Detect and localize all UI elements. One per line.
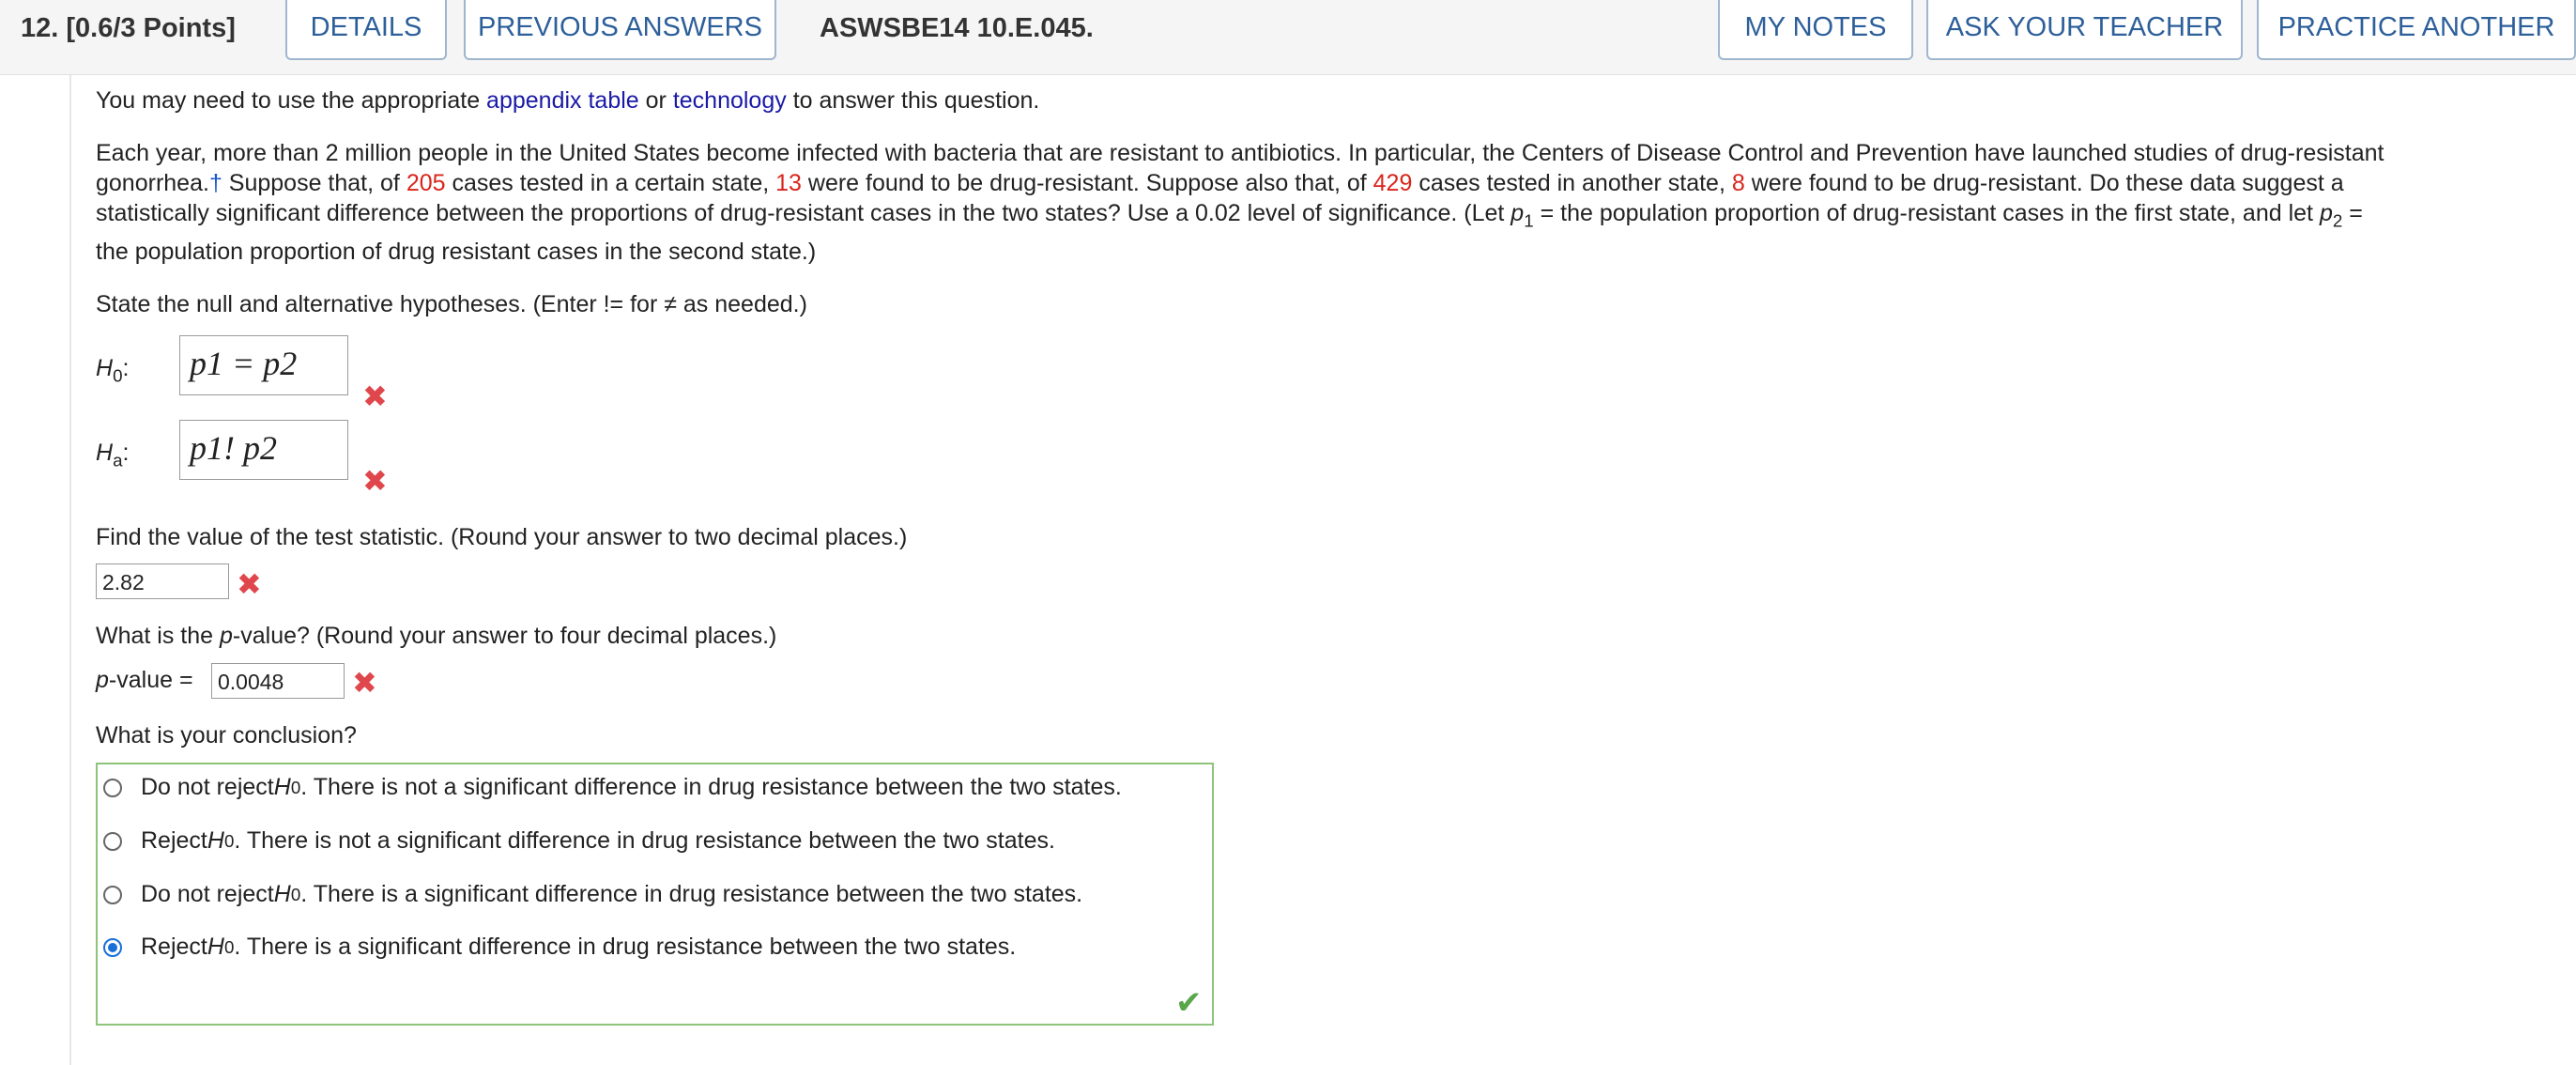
question-header [0,0,2576,75]
correct-check-icon: ✔ [1175,985,1203,1021]
problem-line-3 [96,198,2363,237]
practice-another-button[interactable]: PRACTICE ANOTHER [2257,0,2576,60]
p-value-question [96,621,776,651]
resistant-state1: 13 [775,170,802,196]
option-4-sub: 0 [223,936,235,957]
p-value-input[interactable]: 0.0048 [211,663,345,699]
problem-l2a: gonorrhea. [96,170,209,196]
ask-teacher-button[interactable]: ASK YOUR TEACHER [1926,0,2243,60]
option-4-post: . There is a significant difference in drug resistance between the two states. [234,934,1017,960]
problem-l2e: cases tested in another state, [1412,170,1732,196]
ha-sub: a [113,450,123,471]
problem-l3a: statistically significant difference between the proportions of drug-resistant cases in the two states? Use a 0.02 level of significance. (Let [96,200,1511,226]
resistant-state2: 8 [1731,170,1745,196]
question-number-text: 12. [21,13,59,43]
radio-option-2[interactable] [103,832,122,851]
conclusion-options [96,763,1214,1026]
problem-line-2 [96,168,2344,198]
problem-line-1: Each year, more than 2 million people in the United States become infected with bacteria that are resistant to antibiotics. In particular, the Centers of Disease Control and Prevention have launched studies of drug-resistant [96,140,2384,166]
appendix-table-link[interactable]: appendix table [486,87,639,114]
left-gutter-divider [69,75,71,1065]
option-3-pre: Do not reject [141,881,274,907]
option-1-pre: Do not reject [141,774,274,800]
intro-pre: You may need to use the appropriate [96,87,487,114]
p-value-question-post: -value? (Round your answer to four decimal places.) [232,623,777,649]
ha-colon: : [122,440,130,466]
conclusion-question: What is your conclusion? [96,722,357,749]
previous-answers-button[interactable]: PREVIOUS ANSWERS [464,0,776,60]
h0-h: H [96,355,114,381]
p-value-label-rest: -value = [108,667,193,693]
option-2-sub: 0 [223,830,235,851]
h0-input[interactable]: p1 = p2 [179,335,348,395]
problem-l2b: Suppose that, of [222,170,406,196]
option-3-post: . There is a significant difference in drug resistance between the two states. [300,881,1083,907]
option-3-h: H [273,881,291,907]
ha-incorrect-icon: ✖ [362,464,388,498]
h0-incorrect-icon: ✖ [362,379,388,413]
details-button[interactable]: DETAILS [285,0,447,60]
problem-l2d: were found to be drug-resistant. Suppose also that, of [801,170,1373,196]
problem-l3b: = the population proportion of drug-resistant cases in the first state, and let [1533,200,2320,226]
p-value-label [96,665,193,695]
radio-option-4-selected[interactable] [103,938,122,957]
test-statistic-incorrect-icon: ✖ [237,567,262,601]
question-number [21,13,236,44]
h0-colon: : [122,355,130,381]
conclusion-option-3[interactable] [103,881,1082,908]
conclusion-option-2[interactable] [103,827,1055,855]
problem-l3c: = [2342,200,2363,226]
technology-link[interactable]: technology [672,87,787,114]
question-code: ASWSBE14 10.E.045. [820,13,1094,43]
option-1-post: . There is not a significant difference in drug resistance between the two states. [300,774,1122,800]
option-4-pre: Reject [141,934,207,960]
test-statistic-question: Find the value of the test statistic. (Round your answer to two decimal places.) [96,524,908,550]
conclusion-option-4[interactable] [103,934,1016,961]
ha-label [96,438,129,476]
p-value-question-pre: What is the [96,623,220,649]
test-statistic-input[interactable]: 2.82 [96,563,229,599]
conclusion-option-1[interactable] [103,774,1122,801]
p-value-question-p: p [220,623,233,649]
p-value-label-p: p [96,667,109,693]
radio-option-1[interactable] [103,779,122,797]
problem-l2f: were found to be drug-resistant. Do these data suggest a [1744,170,2344,196]
intro-text [96,85,1039,116]
p-value-incorrect-icon: ✖ [352,666,377,700]
my-notes-button[interactable]: MY NOTES [1718,0,1913,60]
option-2-post: . There is not a significant difference in drug resistance between the two states. [234,827,1055,854]
option-1-h: H [273,774,291,800]
ha-input[interactable]: p1! p2 [179,420,348,480]
hypotheses-instruction: State the null and alternative hypotheses. (Enter != for ≠ as needed.) [96,291,807,317]
radio-option-3[interactable] [103,886,122,904]
option-1-sub: 0 [290,777,301,797]
footnote-dagger-link[interactable]: † [208,170,222,196]
problem-line-4: the population proportion of drug resistant cases in the second state.) [96,239,817,265]
p2-subscript: 2 [2332,210,2343,231]
option-2-pre: Reject [141,827,207,854]
cases-state2: 429 [1372,170,1413,196]
p2-symbol: p [2319,200,2333,226]
p1-symbol: p [1510,200,1525,226]
question-points: [0.6/3 Points] [66,13,236,43]
intro-post: to answer this question. [786,87,1040,114]
option-4-h: H [207,934,224,960]
h0-sub: 0 [113,365,123,386]
option-3-sub: 0 [290,884,301,904]
intro-mid: or [638,87,673,114]
option-2-h: H [207,827,224,854]
p1-subscript: 1 [1524,210,1534,231]
h0-label [96,353,129,392]
cases-state1: 205 [406,170,446,196]
problem-l2c: cases tested in a certain state, [445,170,776,196]
ha-h: H [96,440,114,466]
